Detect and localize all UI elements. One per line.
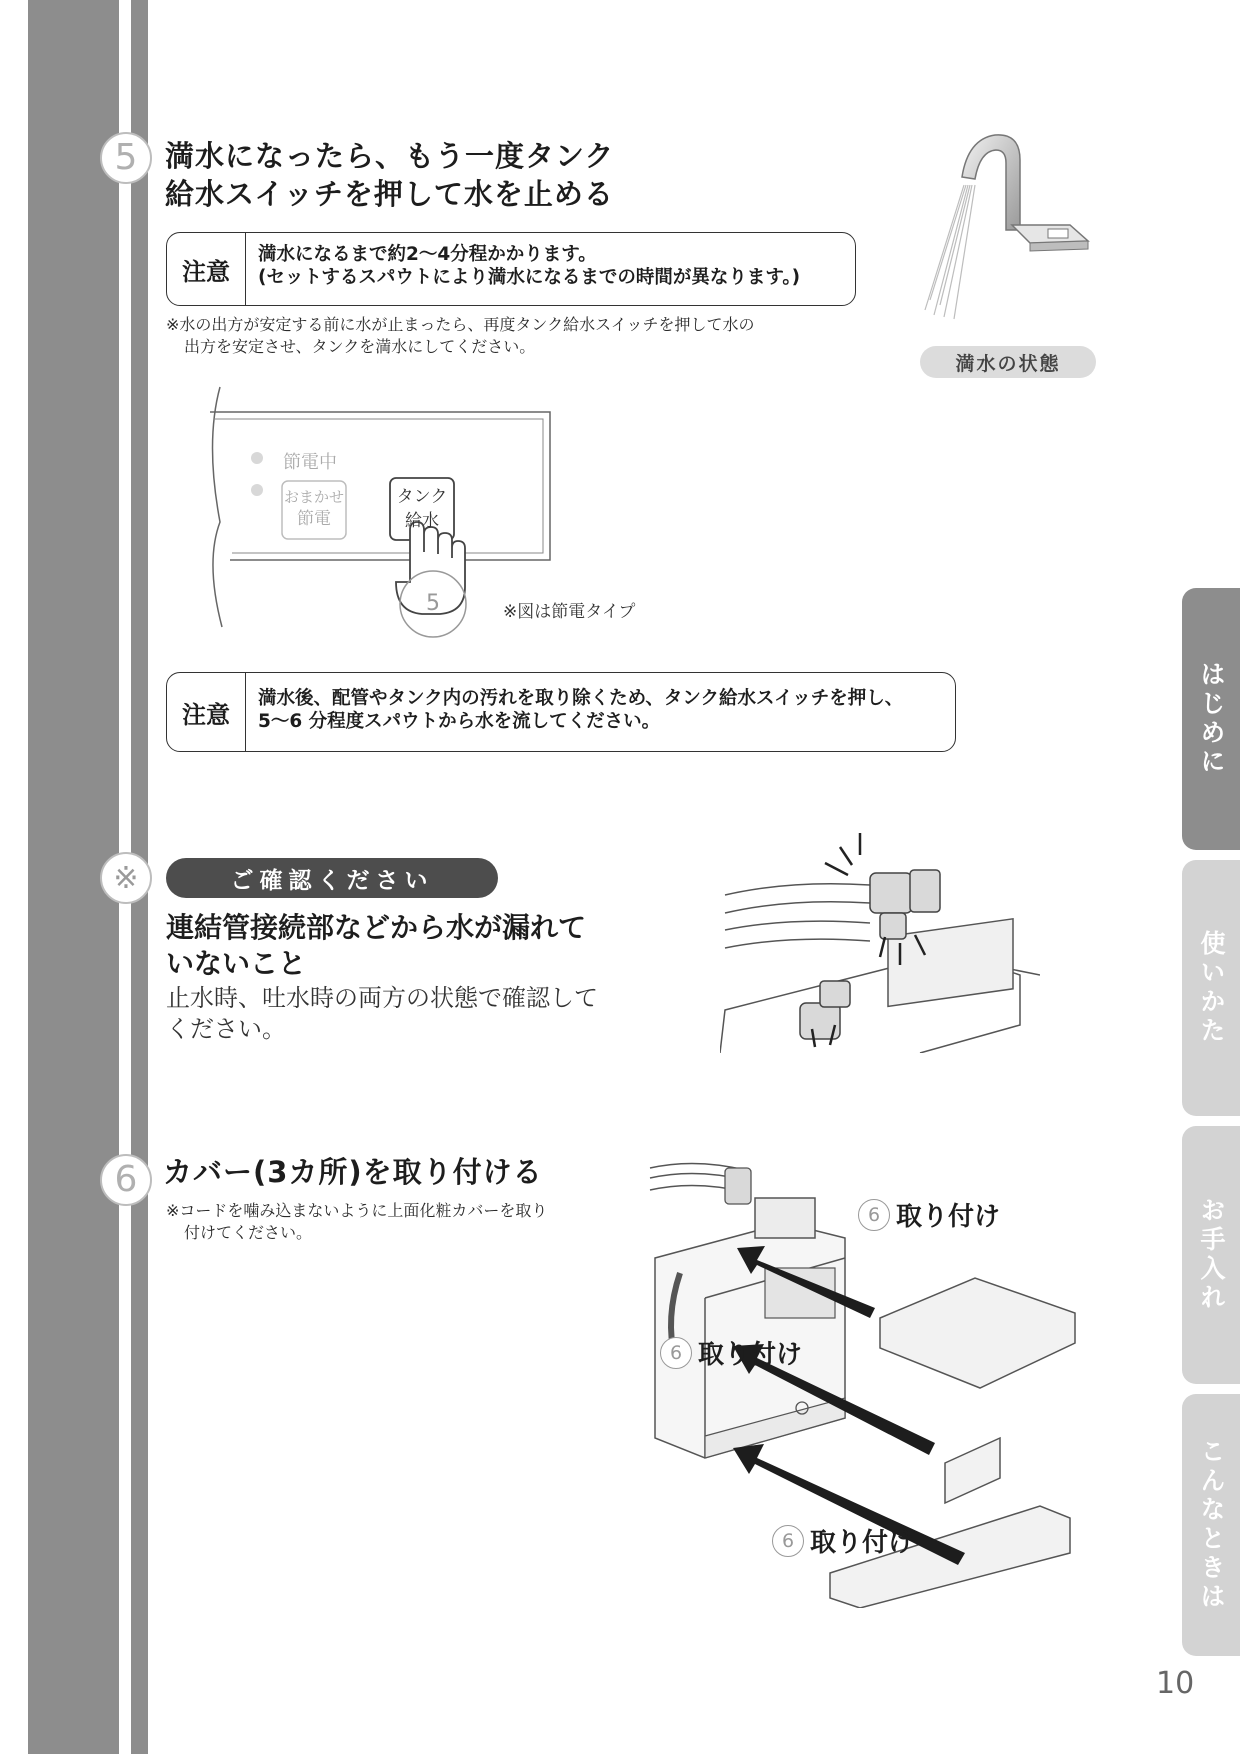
step-6-note-line-2: 付けてください。 — [184, 1223, 313, 1242]
check-title-line-1: 連結管接続部などから水が漏れて — [166, 911, 587, 944]
page-number: 10 — [1156, 1666, 1195, 1701]
caution-box-2 — [166, 672, 956, 752]
step-6-number: 6 — [100, 1154, 152, 1206]
omakase-button-line-2: 節電 — [297, 509, 331, 529]
caution-label: 注意 — [167, 233, 246, 305]
omakase-button-line-1: おまかせ — [283, 488, 344, 506]
omakase-button[interactable] — [282, 486, 346, 530]
pipe-connection-illustration — [720, 825, 1040, 1053]
caution-label-2: 注意 — [167, 673, 246, 751]
step-5-note — [166, 314, 866, 358]
fit-label-bottom-number: 6 — [772, 1525, 804, 1557]
fit-label-middle — [660, 1334, 802, 1371]
step-6-note — [166, 1200, 636, 1244]
top-cover-shape — [880, 1278, 1075, 1388]
panel-note: ※図は節電タイプ — [503, 602, 636, 622]
check-body — [166, 983, 666, 1045]
tab-hajimeni[interactable]: はじめに — [1182, 588, 1240, 850]
front-cover-shape — [945, 1438, 1000, 1503]
full-water-badge: 満水の状態 — [920, 346, 1096, 378]
tab-oteire[interactable]: お手入れ — [1182, 1126, 1240, 1384]
faucet-illustration — [920, 125, 1110, 335]
indicator-lamp-2 — [251, 484, 263, 496]
tab-tsukaikata[interactable]: 使いかた — [1182, 860, 1240, 1116]
step-6-title: カバー(3カ所)を取り付ける — [163, 1155, 543, 1189]
indicator-label: 節電中 — [283, 452, 337, 473]
fit-label-bottom — [772, 1522, 914, 1559]
tank-button-line-1: タンク — [396, 487, 448, 507]
check-title-line-2: いないこと — [166, 947, 307, 980]
caution-1-line-2: (セットするスパウトにより満水になるまでの時間が異なります。) — [258, 267, 801, 288]
step-5-title-line-1: 満水になったら、もう一度タンク — [165, 139, 615, 173]
please-confirm-label: ご確認ください — [166, 858, 498, 898]
kome-mark-icon: ※ — [100, 852, 152, 904]
step-6-note-line-1: ※コードを噛み込まないように上面化粧カバーを取り — [166, 1201, 548, 1220]
check-body-line-1: 止水時、吐水時の両方の状態で確認して — [166, 984, 598, 1012]
tank-button-line-2: 給水 — [405, 511, 439, 531]
tank-water-button[interactable] — [390, 485, 454, 533]
caution-box-1 — [166, 232, 856, 306]
fit-label-middle-text: 取り付け — [698, 1340, 803, 1370]
caution-body — [246, 233, 812, 305]
fit-label-top-number: 6 — [858, 1199, 890, 1231]
caution-2-line-1: 満水後、配管やタンク内の汚れを取り除くため、タンク給水スイッチを押し、 — [258, 688, 904, 709]
fit-label-middle-number: 6 — [660, 1337, 692, 1369]
finger-step-number: 5 — [426, 591, 440, 616]
tab-konnatokiha[interactable]: こんなときは — [1182, 1394, 1240, 1656]
fit-label-top-text: 取り付け — [896, 1202, 1001, 1232]
step-5-number: 5 — [100, 132, 152, 184]
fit-label-top — [858, 1196, 1000, 1233]
check-title — [166, 910, 666, 982]
fit-label-bottom-text: 取り付け — [810, 1528, 915, 1558]
caution-body-2 — [246, 673, 915, 751]
step-5-title — [165, 137, 785, 213]
step-5-note-line-2: 出方を安定させ、タンクを満水にしてください。 — [184, 337, 536, 356]
caution-1-line-1: 満水になるまで約2〜4分程かかります。 — [258, 244, 597, 265]
indicator-lamp — [251, 452, 263, 464]
caution-2-line-2: 5〜6 分程度スパウトから水を流してください。 — [258, 711, 661, 732]
step-5-note-line-1: ※水の出方が安定する前に水が止まったら、再度タンク給水スイッチを押して水の — [166, 315, 755, 334]
check-body-line-2: ください。 — [166, 1015, 286, 1043]
step-5-title-line-2: 給水スイッチを押して水を止める — [165, 177, 614, 211]
